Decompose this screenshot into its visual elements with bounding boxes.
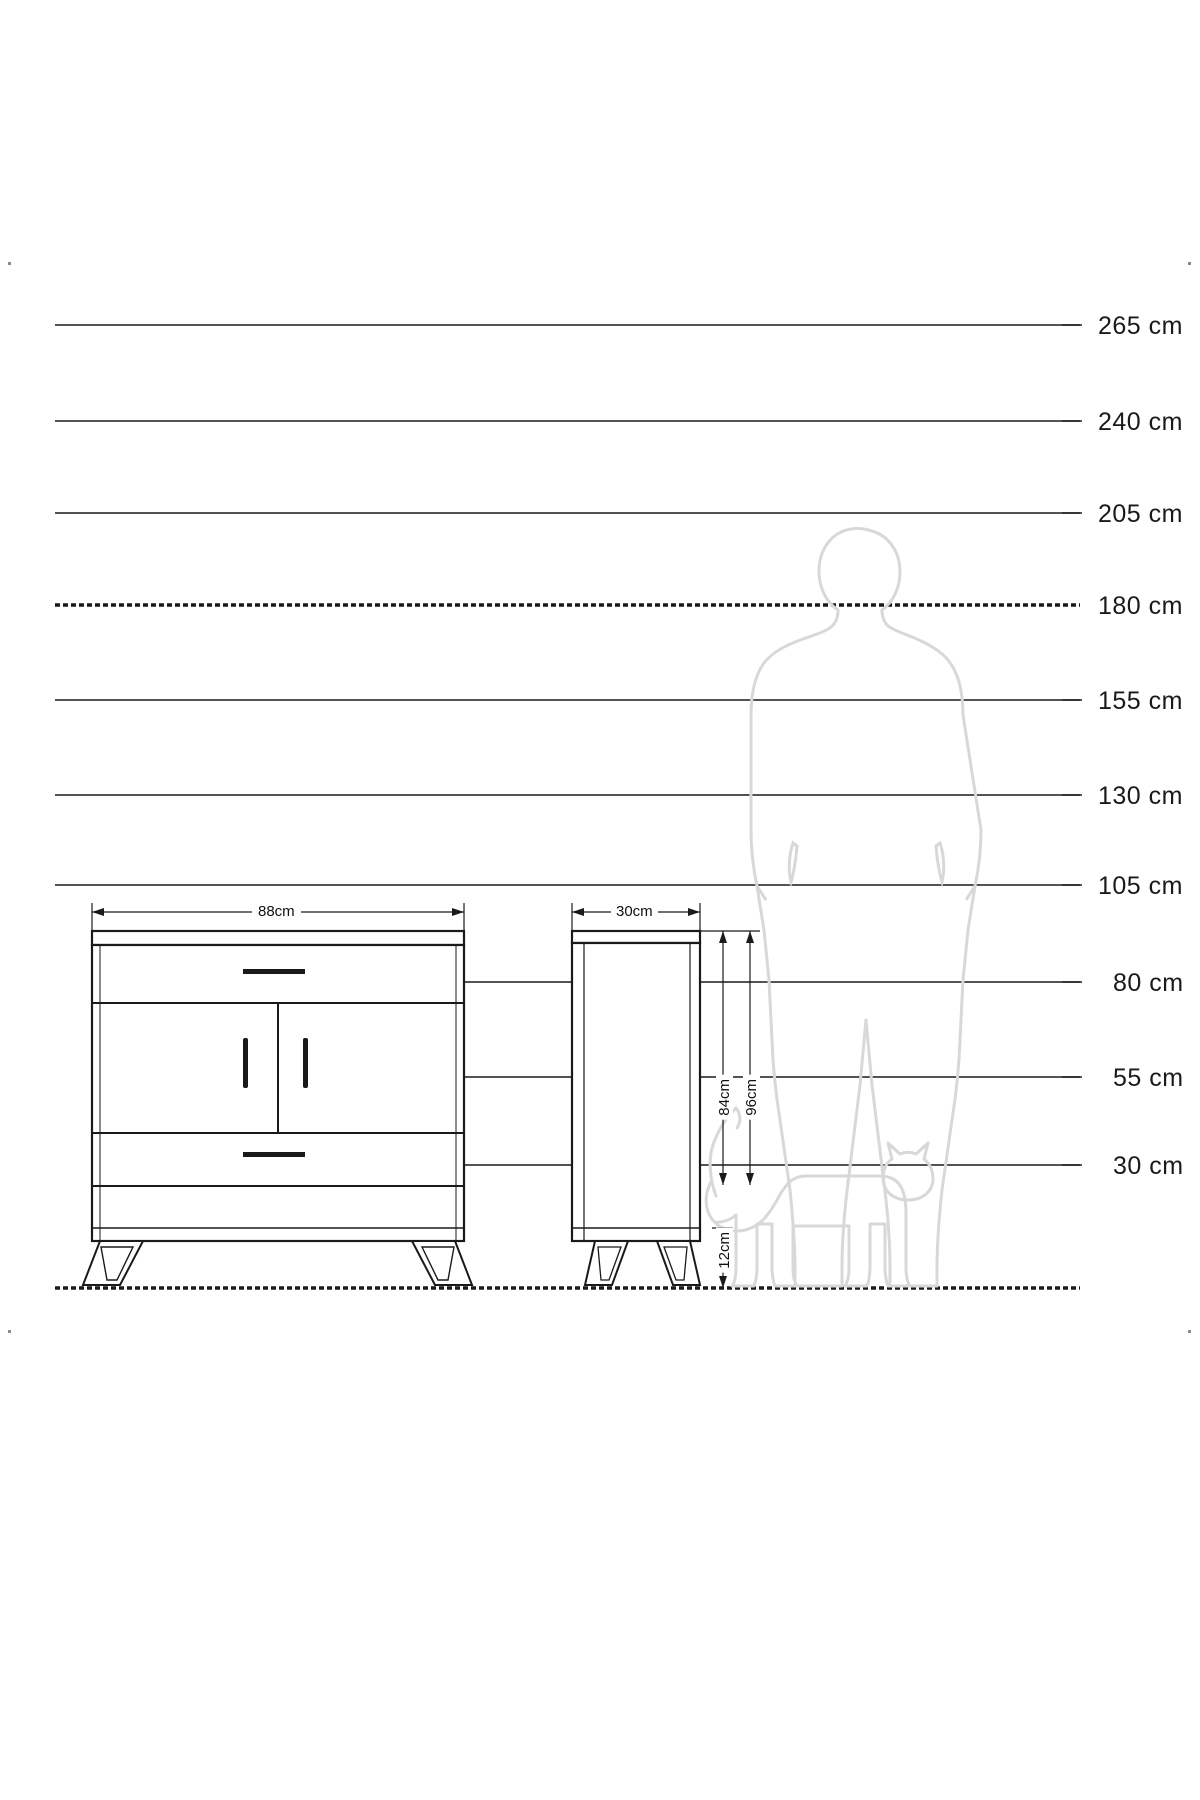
- cabinet-handle-door-right: [303, 1038, 308, 1088]
- height-label-30: 30 cm: [1113, 1152, 1184, 1180]
- corner-mark-bottom-left: [8, 1330, 11, 1333]
- dimension-label-cabinet-width: 88cm: [252, 903, 301, 920]
- height-label-55: 55 cm: [1113, 1064, 1184, 1092]
- height-label-240: 240 cm: [1098, 408, 1183, 436]
- cabinet-handle-top: [243, 969, 305, 974]
- corner-mark-bottom-right: [1188, 1330, 1191, 1333]
- dimension-label-height-84: 84cm: [716, 1075, 733, 1120]
- tall-unit-body: [572, 943, 700, 1241]
- cabinet-top-slab: [92, 931, 464, 945]
- male-silhouette: [751, 529, 981, 1286]
- height-label-265: 265 cm: [1098, 312, 1183, 340]
- guide-ticks: [1062, 325, 1082, 1165]
- cabinet-handle-door-left: [243, 1038, 248, 1088]
- dimension-height-84: [700, 931, 733, 1185]
- height-label-155: 155 cm: [1098, 687, 1183, 715]
- height-label-130: 130 cm: [1098, 782, 1183, 810]
- dimension-label-height-12: 12cm: [716, 1228, 733, 1273]
- tall-unit-top-slab: [572, 931, 700, 943]
- height-label-180: 180 cm: [1098, 592, 1183, 620]
- corner-mark-top-left: [8, 262, 11, 265]
- dimension-height-96: [733, 931, 760, 1185]
- dimension-label-tall-unit-width: 30cm: [611, 903, 658, 920]
- corner-mark-top-right: [1188, 262, 1191, 265]
- height-label-205: 205 cm: [1098, 500, 1183, 528]
- dimension-label-height-96: 96cm: [743, 1075, 760, 1120]
- cabinet-handle-bottom: [243, 1152, 305, 1157]
- tall-narrow-cabinet: [572, 931, 700, 1285]
- cat-silhouette: [706, 1108, 933, 1286]
- height-label-105: 105 cm: [1098, 872, 1183, 900]
- height-label-80: 80 cm: [1113, 969, 1184, 997]
- sideboard-cabinet: [83, 931, 472, 1285]
